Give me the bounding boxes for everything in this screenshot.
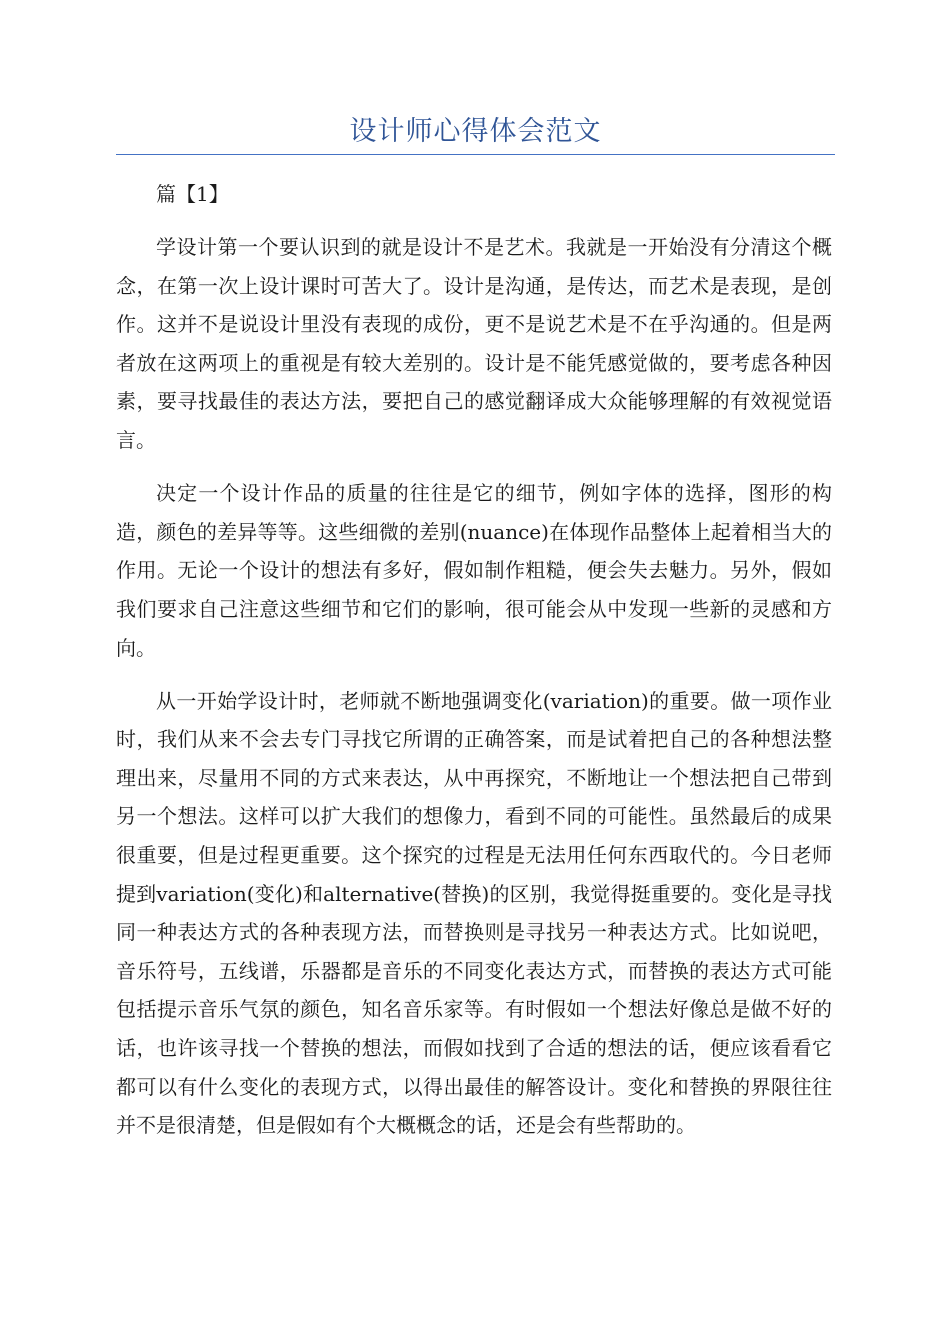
document-title: 设计师心得体会范文: [349, 116, 602, 147]
title-underline: [116, 154, 835, 155]
paragraph-1: 学设计第一个要认识到的就是设计不是艺术。我就是一开始没有分清这个概念，在第一次上设计课时可苦大了。设计是沟通，是传达，而艺术是表现，是创作。这并不是说设计里没有表现的成份，更不是说艺术是不在乎沟通的。但是两者放在这两项上的重视是有较大差别的。设计是不能凭感觉做的，要考虑各种因素，要寻找最佳的表达方法，要把自己的感觉翻译成大众能够理解的有效视觉语言。: [116, 235, 832, 453]
document-body: [116, 175, 832, 1159]
paragraph-3: 从一开始学设计时，老师就不断地强调变化(variation)的重要。做一项作业时，我们从来不会去专门寻找它所谓的正确答案，而是试着把自己的各种想法整理出来，尽量用不同的方式来表达，从中再探究，不断地让一个想法把自己带到另一个想法。这样可以扩大我们的想像力，看到不同的可能性。虽然最后的成果很重要，但是过程更重要。这个探究的过程是无法用任何东西取代的。今日老师提到variation(变化)和alternative(替换)的区别，我觉得挺重要的。变化是寻找同一种表达方式的各种表现方法，而替换则是寻找另一种表达方式。比如说吧，音乐符号，五线谱，乐器都是音乐的不同变化表达方式，而替换的表达方式可能包括提示音乐气氛的颜色，知名音乐家等。有时假如一个想法好像总是做不好的话，也许该寻找一个替换的想法，而假如找到了合适的想法的话，便应该看看它都可以有什么变化的表现方式，以得出最佳的解答设计。变化和替换的界限往往并不是很清楚，但是假如有个大概概念的话，还是会有些帮助的。: [116, 688, 832, 1138]
paragraph-2: 决定一个设计作品的质量的往往是它的细节，例如字体的选择，图形的构造，颜色的差异等等。这些细微的差别(nuance)在体现作品整体上起着相当大的作用。无论一个设计的想法有多好，假如制作粗糙，便会失去魅力。另外，假如我们要求自己注意这些细节和它们的影响，很可能会从中发现一些新的灵感和方向。: [116, 481, 832, 660]
section-label: 篇【1】: [156, 182, 229, 206]
